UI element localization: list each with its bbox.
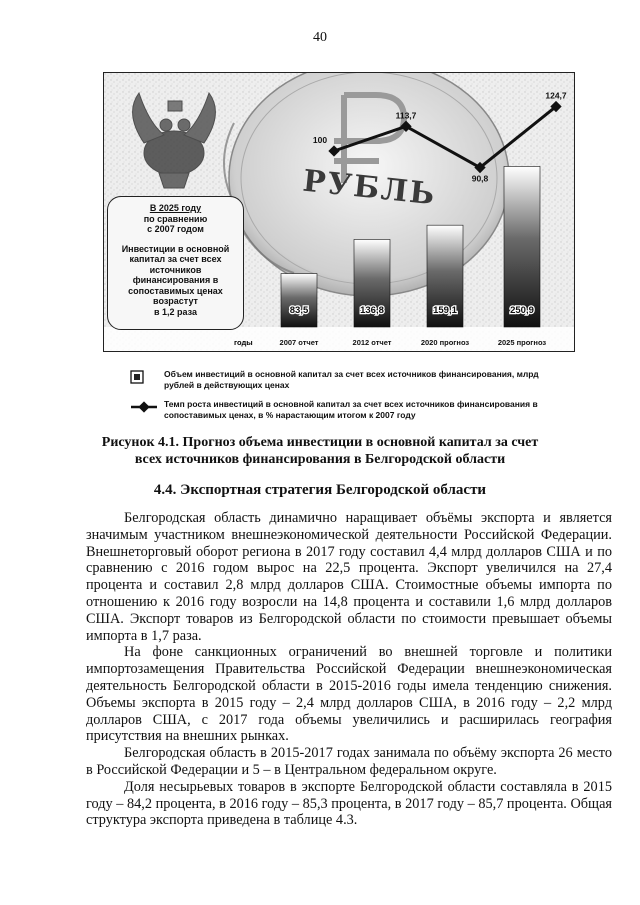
- line-value-label: 100: [312, 135, 328, 145]
- paragraph: Доля несырьевых товаров в экспорте Белгородской области составляла в 2015 году – 84,2 процента, в 2016 году – 85,3 процента, в 2017 году – 85,7 процента. Общая структура экспорта приведена в таблице 4.3.: [86, 778, 612, 829]
- paragraph: Белгородская область в 2015-2017 годах занимала по объёму экспорта 26 место в Российской Федерации и 5 – в Центральном федеральном округе.: [86, 745, 612, 778]
- line-value-label: 90,8: [471, 173, 489, 184]
- callout-line: сопоставимых ценах: [128, 285, 223, 296]
- legend-line-text: Темп роста инвестиций в основной капитал за счет всех источников финансирования в сопоставимых ценах, в % нарастающим итогом к 2007 году: [164, 399, 538, 420]
- callout-line: финансирования в: [132, 275, 219, 285]
- callout-line: по сравнению: [143, 213, 208, 224]
- callout-line: источников: [149, 264, 202, 275]
- x-tick-label: 2012 отчет: [352, 338, 392, 347]
- section-title: 4.4. Экспортная стратегия Белгородской области: [153, 482, 487, 498]
- bar-value-label: 250,9: [510, 305, 534, 316]
- callout-line: возрастут: [153, 296, 198, 306]
- callout-line: капитал за счет всех: [129, 254, 222, 264]
- paragraph: На фоне санкционных ограничений во внешней торговле и политики импортозамещения Правительства Российской Федерации внешнеэкономическая деятельность Белгородской области в 2015-2016 годы имела тенденцию снижения. Объемы экспорта в 2015 году – 2,4 млрд долларов США, в 2016 году – 2,2 млрд долларов США, с 2017 года объемы увеличились и расширилась география присутствия на внешних рынках.: [86, 644, 612, 745]
- body-text: [86, 510, 612, 829]
- bar-value-label: 136,8: [360, 305, 384, 316]
- legend-line: [130, 399, 570, 421]
- bar-value-label: 159,1: [433, 305, 457, 316]
- bar: [504, 166, 540, 327]
- callout-line: Инвестиции в основной: [121, 243, 230, 254]
- callout-box: [107, 196, 244, 330]
- bar-legend-icon: [130, 370, 144, 384]
- x-tick-label: 2025 прогноз: [497, 338, 547, 347]
- bar: [281, 274, 317, 327]
- paragraph: Белгородская область динамично наращивает объёмы экспорта и является значимым участником внешнеэкономической деятельности Российской Федерации. Внешнеторговый оборот региона в 2017 году составил 4,4 млрд долларов США и по сравнению с 2016 годом вырос на 22,5 процента. Экспорт увеличился на 27,4 процента и составил 2,8 млрд долларов США. Стоимостные объемы импорта по отношению к 2016 году возросли на 14,8 процента и составили 1,6 млрд долларов США. Экспорт товаров из Белгородской области по стоимости превышает объемы импорта в 1,7 раза.: [86, 510, 612, 644]
- caption-line: Рисунок 4.1. Прогноз объема инвестиции в основной капитал за счет: [101, 435, 539, 450]
- callout-line: в 1,2 раза: [153, 306, 198, 317]
- x-tick-label: 2007 отчет: [279, 338, 319, 347]
- legend-bars: [130, 369, 570, 391]
- line-value-label: 113,7: [395, 110, 417, 121]
- page-number: 40: [313, 30, 327, 45]
- legend-bars-text: Объем инвестиций в основной капитал за счет всех источников финансирования, млрд рублей в действующих ценах: [164, 369, 539, 390]
- bar-value-label: 83,5: [289, 305, 309, 316]
- x-axis-label: годы: [234, 338, 253, 347]
- line-legend-icon: [130, 400, 158, 414]
- caption-line: всех источников финансирования в Белгородской области: [134, 452, 506, 467]
- line-value-label: 124,7: [545, 90, 567, 101]
- figure-caption: [0, 434, 640, 468]
- callout-line: В 2025 году: [149, 203, 202, 213]
- callout-line: с 2007 годом: [147, 224, 204, 234]
- rubl-background-text: РУБЛЬ: [301, 163, 438, 213]
- x-tick-label: 2020 прогноз: [420, 338, 470, 347]
